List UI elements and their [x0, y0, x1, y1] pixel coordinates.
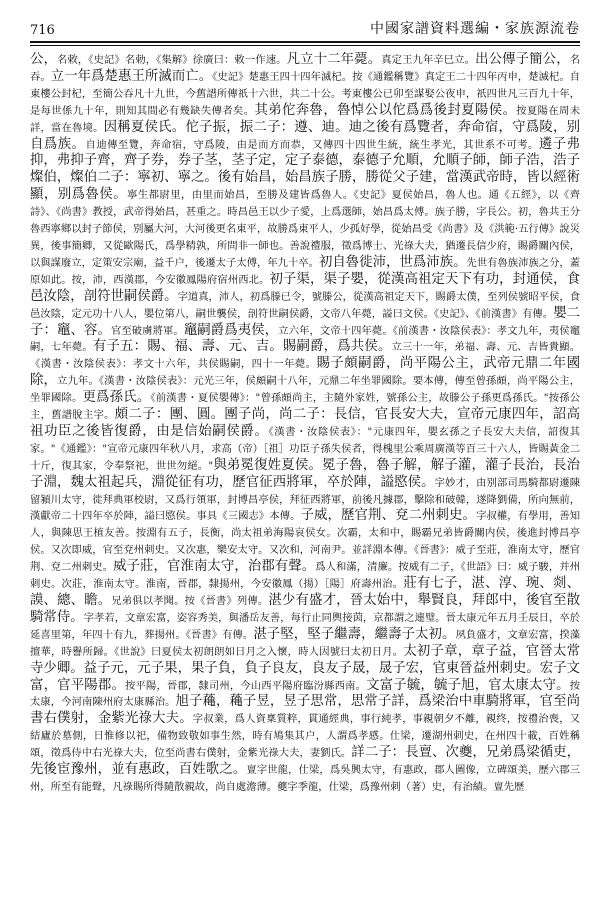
body-text: [30, 52, 580, 899]
header-rule-thin: [30, 45, 580, 46]
main-text-run: 有子五：賜、福、壽、元、吉。賜嗣爵，爲共侯。: [92, 339, 392, 355]
main-text-run: 頗二子：團、圓。團子尚，尚二子：長信，官長安大夫，宣帝元康四年，詔高祖功臣之後皆復爵，由是信始嗣侯爵。: [30, 407, 580, 439]
main-text-run: 凡立十二年薨。: [286, 52, 382, 67]
annotation-text-run: 字孝若，文章宏富，姿容秀美，與潘岳友善，每行止同輿接茵，京都謂之連璧。晉太康元年五月壬辰日，卒於延喜里第，年四十有九，葬揚州。《晉書》有傳。: [30, 611, 580, 641]
main-text-run: 遴子弗抑，弗抑子齊，齊子券，券子茎，茎子定，定子泰德，泰德子允順，允順子師，師子浩，浩子燦伯，燦伯二子：寧初、寧之。後有始昌，始昌族子勝，勝從父子建，當漢武帝時，皆以經術顯，别爲魯侯。: [30, 136, 580, 203]
annotation-text-run: 真定王九年辛巳立。: [381, 54, 476, 66]
annotation-text-run: 夙負盛才，文章宏富，揆藻擅華，時譽所歸。《世說》曰夏侯太初朗朗如日月之入懷，時人因號曰太初日月。: [30, 628, 580, 658]
annotation-text-run: 按太康，今河南陳州府太康縣治。: [30, 679, 580, 709]
main-text-run: 詳二子：長亶、次夔，兄弟爲梁循吏，先後宦豫州，並有惠政，百姓歌之。: [30, 745, 580, 778]
annotation-text-run: 官至破虜將軍。: [110, 324, 184, 337]
main-text-run: 湛少有盛才，晉太始中，舉賢良，拜郎中，後官至散騎常侍。: [30, 593, 580, 625]
annotation-text-run: 自迪傳至覽，奔命宿，守爲陵，由是而方而恭，又傳四十四世生統，統生孝光，其世系不可考。: [85, 138, 539, 151]
annotation-text-run: 寧生都尉里，由里而始昌，至勝及建皆爲魯人。《史記》夏侯始昌，魯人也。通《五經》，以《齊詩》、《尚書》教授，武帝得始昌，甚重之。時昌邑王以少子愛，上爲選師，始昌爲太傅。族子勝，字長公。初，魯共王分魯西寧鄉以封子節侯，别屬大河，大河後更名東平，故勝爲東平人，少孤好學，從始昌受《尚書》及《洪範·五行傳》說災異，後事簡卿，又從歐陽氏，爲學精孰，所問非一師也。善說禮服，徵爲博士、光祿大夫，猶遷長信少府，賜爵關內侯，以與謀廢立，定策安宗廟，益千户，後遷太子太傅，年九十卒。: [30, 189, 580, 269]
annotation-text-run: 字叔權，有學用，善知人，與陳思王植友善。按淵有五子，長衡，尚太祖弟海陽哀侯女。次霸，太和中，賜霸兄弟皆爵關内侯，後進封博昌亭侯。又次即威，官至兗州刺史。又次惠，樂安太守。又次和，河南尹。並詳淵本傳。《晉書》：威子至莊，淮南太守，歷官荆、兗二州刺史。: [30, 510, 580, 574]
main-text-run: 威子莊，官淮南太守，治郡有聲。: [113, 559, 316, 575]
annotation-text-run: 亶字世龍，仕梁，爲吳興太守，有惠政，郡人圖像，立碑頌美，歷六郡三州，所至有能聲，凡祿賜所得隨散親故，尚自處澹薄。夔字季龍，仕梁，爲豫州刺（著）史，有治績。亶先歷: [30, 764, 580, 793]
annotation-text-run: 《史記》楚惠王四十四年滅杞。按《通鑑稱覽》真定王二十四年丙申，楚滅杞。自東樓公封杞，至簡公吞凡十九世，今舊譜所傳祇十六世，共二十公。考東樓公已卯至謀娶公夜申，祇四世凡三百九十年，是每世係九十年，則知其間必有幾缺失傳者矣。: [30, 70, 580, 117]
main-text-run: 初子渠，渠子嬰，從漢高祖定天下有功，封通侯，食邑汝陰，剖符世嗣侯爵。: [30, 271, 580, 304]
main-text-run: 賜子頗嗣爵，尚平陽公主，武帝元鼎二年國除，: [30, 356, 580, 389]
page-number: 716: [30, 23, 55, 38]
main-text-run: 出公傳子簡公，: [475, 52, 570, 67]
main-text-run: 初自魯徙沛，世爲沛族。: [318, 254, 467, 270]
annotation-text-run: 先世有魯族沛族之分，蓋原如此。按，沛，西漢郡，今安徽鳳陽府宿州西北。: [30, 256, 580, 286]
main-text-run: 因稱夏侯氏。佗子振，振二子：遵、迪。迪之後有爲覽者，奔命宿，守爲陵，别自爲族。: [30, 119, 580, 152]
main-text-run: 其弟佗奔魯，魯悼公以佗爲爲後封夏陽侯。: [254, 102, 517, 118]
main-text-run: 湛子堅，堅子繼壽，繼壽子太初。: [253, 626, 456, 642]
main-text-run: 莊有七子，湛、淳、琬、剡、謨、總、瞻。: [30, 576, 580, 608]
annotation-text-run: 《漢書・汝陰侯表》："元康四年，嬰玄孫之子長安大夫信，詔復其家。"《通鑑》："宣帝元康四年秋八月，求高（帝）［祖］功臣子孫失侯者，得槐里公乘周廣漢等百三十六人，皆賜黃金二十斤，復其家，令奉祭祀，世世勿絕。": [30, 425, 580, 472]
main-text-run: 文富子毓，毓子旭，官太康太守。: [366, 677, 570, 693]
main-text-run: 公，: [30, 52, 58, 67]
annotation-text-run: 《前漢書・夏侯嬰傳》："曾孫頗尚主，主隨外家姓，號孫公主，故滕公子孫更爲孫氏。"按孫公主，舊譜脫主字。: [30, 392, 580, 422]
header-rule-thick: [30, 41, 580, 43]
annotation-text-run: 爲人和滿，清廉。按威有二子，《世語》曰：威子駿，并州刺史。次莊，淮南太守。淮南，晉郡，隸揚州，今安徽鳳（揚）［陽］府壽州治。: [30, 561, 580, 591]
main-text-run: 旭子蘒，蘒子昱，昱子思常，思常子詳，爲梁治中車騎將軍，官至尚書右僕射，金紫光祿大夫。: [30, 694, 580, 727]
main-text-run: 立一年爲楚惠王所滅而亡。: [50, 68, 213, 84]
annotation-text-run: 名敕，《史記》名勅，《集解》徐廣曰：敕一作速。: [57, 54, 287, 66]
annotation-text-run: 立九年。《漢書・汝陰侯表》：元光三年，侯頗嗣十八年，元鼎二年坐罪國除。要本傳，傳至曾孫頗，尚平陽公主，坐罪國除。: [30, 375, 580, 405]
annotation-text-run: 字叔業，爲人資稟質粹，貫通經典，事行純孝，事親朝夕不離，親终，按禮治喪，又結廬於墓側，日惟修以祀，備物致敬如事生然，時有鳩集其户，人謂爲孝感。仕梁，遷湖州刺史，在州四十載，百姓稱頌，徵爲侍中右光祿大夫，位至尚書右僕射，金紫光祿大夫，妻劉氏。: [30, 713, 580, 760]
main-text-run: 竈嗣爵爲夷侯，: [183, 322, 279, 338]
annotation-text-run: 名吞。: [30, 54, 580, 83]
annotation-text-run: 字道真，沛人，初爲滕已令，號滕公，從漢高祖定天下，賜爵太僕，至列侯號昭平侯，食邑汝陰，定元功十八人，嬰位第八，嗣世襲侯，剖符世嗣侯爵，文帝八年薨，謚曰文侯。《史記》、《前漢書》有傳。: [30, 290, 580, 320]
running-title: 中國家譜資料選編・家族源流卷: [370, 21, 580, 37]
body-paragraph: [30, 52, 580, 796]
annotation-text-run: 立六年，文帝十四年薨。《前漢書・汝陰侯表》：孝文九年，夷侯竈嗣，七年薨。: [30, 324, 580, 354]
annotation-text-run: 按夏陽在周未詳，當在魯境。: [30, 104, 580, 134]
annotation-text-run: 立三十一年，弟福、壽、元、吉皆貴顯。《漢書・汝陰侯表》：孝文十六年，共侯賜嗣，四十一年薨。: [30, 341, 580, 371]
annotation-text-run: 按平陽，晉郡，隸司州，今山西平陽府臨汾縣西南。: [125, 679, 367, 692]
page-header: [30, 14, 580, 38]
main-text-run: 嬰二子：竈、容。: [30, 305, 580, 338]
annotation-text-run: 兄弟俱以孝聞。按《晉書》列傳。: [111, 595, 269, 607]
main-text-run: 更爲孫氏。: [82, 390, 151, 406]
main-text-run: 太初子章，章子益，官晉太常寺少卿。益子元，元子果，果子負，負子良友，良友子晟，晟子宏，官東晉益州刺史。宏子文富，官平陽郡。: [30, 643, 580, 693]
main-text-run: 子威，歷官荆、兗二州刺史。: [300, 508, 477, 524]
annotation-text-run: 字妙才，由别部司馬騎都尉遷陳留潁川太守，徙拜典軍校尉，又爲行領軍，封博昌亭侯，拜征西將軍，前後凡據郡，擊除和破韓，遂降劉備，所向無前，漢獻帝二十四年卒於陣，謚曰愍侯。事具《三國志》本傳。: [30, 476, 580, 523]
main-text-run: 與弟冕復姓夏侯。冕子魯，魯子解，解子灌，灌子長治，長治子淵，魏太祖起兵，淵從征有功，歷官征西將軍，卒於陣，謚愍侯。: [30, 457, 580, 490]
